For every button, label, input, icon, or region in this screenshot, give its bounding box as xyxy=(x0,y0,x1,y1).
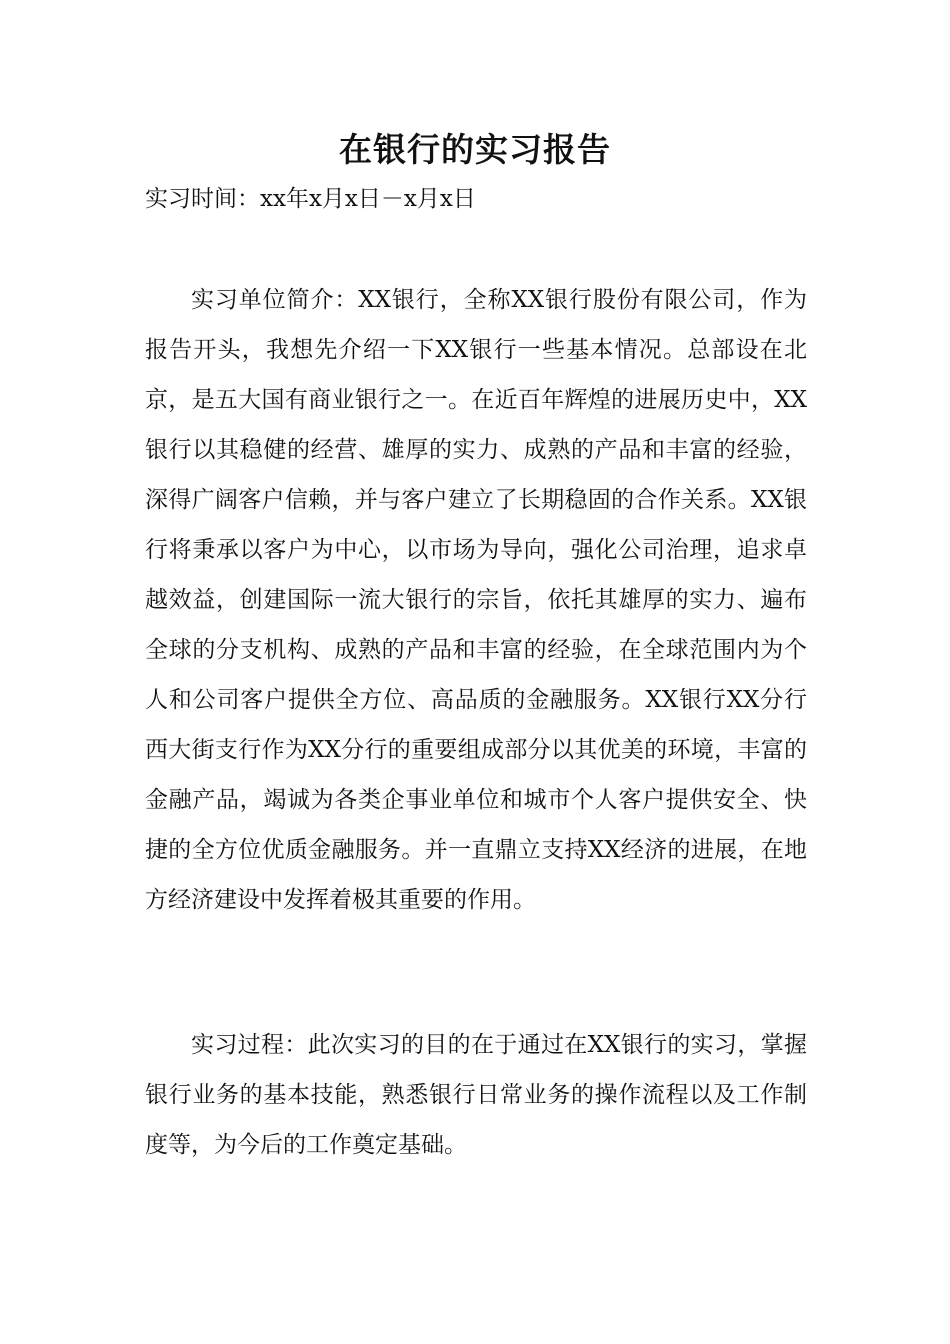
paragraph-internship-process: 实习过程：此次实习的目的在于通过在XX银行的实习，掌握银行业务的基本技能，熟悉银行日常业务的操作流程以及工作制度等，为今后的工作奠定基础。 xyxy=(145,1032,807,1158)
internship-time: 实习时间：xx年x月x日－x月x日 xyxy=(145,186,476,212)
paragraph-company-intro: 实习单位简介：XX银行，全称XX银行股份有限公司，作为报告开头，我想先介绍一下XX银行一些基本情况。总部设在北京，是五大国有商业银行之一。在近百年辉煌的进展历史中，XX银行以其稳健的经营、雄厚的实力、成熟的产品和丰富的经验，深得广阔客户信赖，并与客户建立了长期稳固的合作关系。XX银行将秉承以客户为中心，以市场为导向，强化公司治理，追求卓越效益，创建国际一流大银行的宗旨，依托其雄厚的实力、遍布全球的分支机构、成熟的产品和丰富的经验，在全球范围内为个人和公司客户提供全方位、高品质的金融服务。XX银行XX分行西大街支行作为XX分行的重要组成部分以其优美的环境，丰富的金融产品，竭诚为各类企事业单位和城市个人客户提供安全、快捷的全方位优质金融服务。并一直鼎立支持XX经济的进展，在地方经济建设中发挥着极其重要的作用。 xyxy=(145,287,807,913)
document-title: 在银行的实习报告 xyxy=(339,130,611,169)
